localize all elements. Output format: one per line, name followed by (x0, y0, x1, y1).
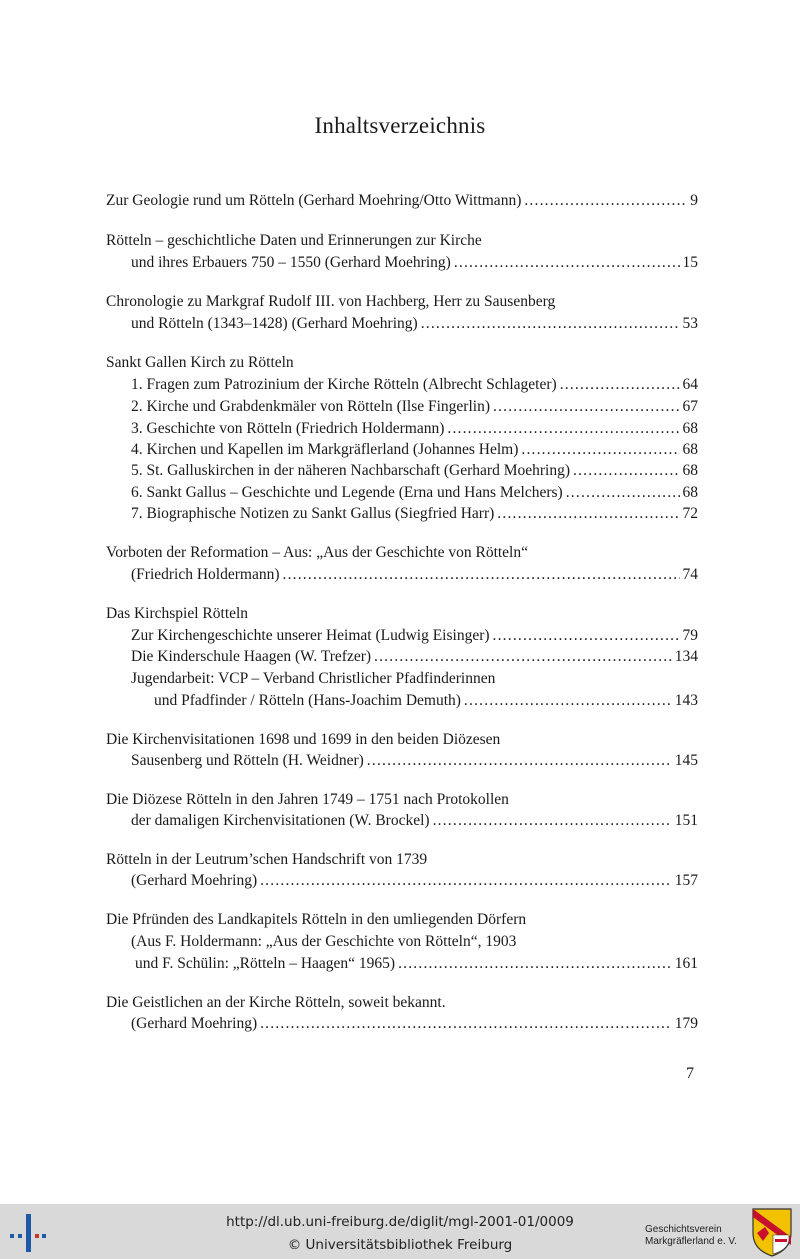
toc-leader-dots (493, 625, 680, 647)
toc-entry-page: 72 (682, 505, 698, 522)
toc-section-heading (106, 352, 294, 374)
toc-entry (154, 690, 698, 712)
toc-entry (131, 668, 495, 690)
toc-entry-title: Die Pfründen des Landkapitels Rötteln in den umliegenden Dörfern (106, 911, 527, 928)
toc-entry-title: Die Kinderschule Haagen (W. Trefzer) (131, 648, 372, 665)
toc-entry-page: 68 (682, 484, 698, 501)
toc-leader-dots (283, 564, 680, 586)
toc-entry (131, 564, 698, 586)
toc-entry-title: Jugendarbeit: VCP – Verband Christlicher Pfadfinderinnen (131, 670, 496, 687)
toc-leader-dots (367, 750, 672, 772)
toc-leader-dots (521, 439, 679, 461)
toc-entry-title: (Gerhard Moehring) (131, 872, 258, 889)
toc-entry (131, 503, 698, 525)
toc-leader-dots (573, 460, 679, 482)
toc-entry-title: 4. Kirchen und Kapellen im Markgräflerland (Johannes Helm) (131, 441, 519, 458)
toc-entry-page: 143 (674, 692, 698, 709)
toc-entry-title: Zur Geologie rund um Rötteln (Gerhard Moehring/Otto Wittmann) (106, 192, 522, 209)
toc-entry (131, 439, 698, 461)
toc-section-heading (106, 603, 248, 625)
toc-entry-title: 7. Biographische Notizen zu Sankt Gallus (Siegfried Harr) (131, 505, 495, 522)
page-number: 7 (686, 1065, 694, 1082)
toc-leader-dots (421, 313, 680, 335)
toc-entry (131, 931, 516, 953)
toc-entry (131, 646, 698, 668)
toc-entry-page: 157 (674, 872, 698, 889)
toc-entry (106, 909, 526, 931)
toc-entry-title: der damaligen Kirchenvisitationen (W. Brockel) (131, 812, 430, 829)
toc-entry (131, 396, 698, 418)
toc-entry-title: und Rötteln (1343–1428) (Gerhard Moehring) (131, 315, 418, 332)
toc-leader-dots (433, 810, 672, 832)
toc-leader-dots (398, 953, 672, 975)
toc-entry (106, 849, 427, 871)
toc-entry-title: Die Kirchenvisitationen 1698 und 1699 in den beiden Diözesen (106, 731, 501, 748)
toc-entry (106, 291, 555, 313)
toc-entry-title: Das Kirchspiel Rötteln (106, 605, 249, 622)
toc-leader-dots (566, 482, 680, 504)
toc-entry-title: Sausenberg und Rötteln (H. Weidner) (131, 752, 364, 769)
toc-entry (131, 870, 698, 892)
toc-entry-title: und Pfadfinder / Rötteln (Hans-Joachim Demuth) (154, 692, 461, 709)
toc-entry-title: Rötteln – geschichtliche Daten und Erinnerungen zur Kirche (106, 232, 482, 249)
toc-entry (131, 418, 698, 440)
toc-leader-dots (560, 374, 680, 396)
toc-leader-dots (374, 646, 672, 668)
society-name-line1: Geschichtsverein (645, 1224, 722, 1235)
toc-entry (106, 789, 509, 811)
toc-entry-title: 1. Fragen zum Patrozinium der Kirche Rötteln (Albrecht Schlageter) (131, 376, 557, 393)
toc-entry (131, 1013, 698, 1035)
toc-entry (131, 374, 698, 396)
toc-entry (131, 252, 698, 274)
toc-entry (131, 482, 698, 504)
toc-entry-title: (Gerhard Moehring) (131, 1015, 258, 1032)
toc-leader-dots (493, 396, 680, 418)
toc-entry-page: 68 (682, 441, 698, 458)
source-url-link[interactable]: http://dl.ub.uni-freiburg.de/diglit/mgl-2001-01/0009 (226, 1214, 574, 1230)
toc-entry-page: 67 (682, 398, 698, 415)
toc-leader-dots (454, 252, 680, 274)
toc-entry-page: 53 (682, 315, 698, 332)
toc-entry-page: 74 (682, 566, 698, 583)
toc-entry (135, 953, 698, 975)
toc-entry (131, 810, 698, 832)
page-title: Inhaltsverzeichnis (314, 113, 486, 138)
toc-leader-dots (464, 690, 672, 712)
toc-leader-dots (260, 870, 672, 892)
toc-entry-title: 3. Geschichte von Rötteln (Friedrich Holdermann) (131, 420, 445, 437)
toc-entry (106, 230, 482, 252)
toc-entry (106, 992, 446, 1014)
footer-bar (0, 1204, 800, 1259)
toc-entry (106, 542, 528, 564)
toc-entry-page: 68 (682, 462, 698, 479)
toc-entry (131, 460, 698, 482)
society-name-line2: Markgräflerland e. V. (645, 1236, 737, 1247)
toc-entry-page: 151 (674, 812, 698, 829)
toc-entry-page: 134 (674, 648, 698, 665)
toc-entry-page: 79 (682, 627, 698, 644)
toc-entry-title: 6. Sankt Gallus – Geschichte und Legende (Erna und Hans Melchers) (131, 484, 563, 501)
toc-leader-dots (260, 1013, 672, 1035)
toc-entry-title: Chronologie zu Markgraf Rudolf III. von Hachberg, Herr zu Sausenberg (106, 293, 556, 310)
toc-entry-title: und F. Schülin: „Rötteln – Haagen“ 1965) (135, 955, 396, 972)
toc-entry-title: Vorboten der Reformation – Aus: „Aus der Geschichte von Rötteln“ (106, 544, 528, 561)
toc-entry (106, 190, 698, 212)
toc-entry-page: 9 (690, 192, 698, 209)
toc-entry-title: Sankt Gallen Kirch zu Rötteln (106, 354, 294, 371)
toc-entry-page: 145 (674, 752, 698, 769)
copyright-text: © Universitätsbibliothek Freiburg (287, 1237, 513, 1253)
toc-entry-title: (Aus F. Holdermann: „Aus der Geschichte von Rötteln“, 1903 (131, 933, 517, 950)
toc-entry-page: 64 (682, 376, 698, 393)
toc-entry-title: Rötteln in der Leutrum’schen Handschrift von 1739 (106, 851, 428, 868)
toc-entry-page: 68 (682, 420, 698, 437)
toc-entry (106, 729, 500, 751)
toc-leader-dots (524, 190, 687, 212)
toc-leader-dots (497, 503, 679, 525)
toc-entry-title: und ihres Erbauers 750 – 1550 (Gerhard Moehring) (131, 254, 451, 271)
toc-entry-page: 179 (674, 1015, 698, 1032)
coat-of-arms-icon (751, 1207, 793, 1257)
toc-entry-title: Die Geistlichen an der Kirche Rötteln, soweit bekannt. (106, 994, 446, 1011)
toc-entry-page: 15 (682, 254, 698, 271)
toc-entry-title: 5. St. Galluskirchen in der näheren Nachbarschaft (Gerhard Moehring) (131, 462, 571, 479)
toc-entry (131, 625, 698, 647)
toc-entry-title: 2. Kirche und Grabdenkmäler von Rötteln (Ilse Fingerlin) (131, 398, 490, 415)
toc-leader-dots (447, 418, 679, 440)
toc-entry-page: 161 (674, 955, 698, 972)
toc-entry (131, 750, 698, 772)
toc-entry-title: (Friedrich Holdermann) (131, 566, 280, 583)
toc-entry (131, 313, 698, 335)
toc-entry-title: Zur Kirchengeschichte unserer Heimat (Ludwig Eisinger) (131, 627, 490, 644)
toc-entry-title: Die Diözese Rötteln in den Jahren 1749 – 1751 nach Protokollen (106, 791, 509, 808)
society-name (645, 1224, 745, 1248)
